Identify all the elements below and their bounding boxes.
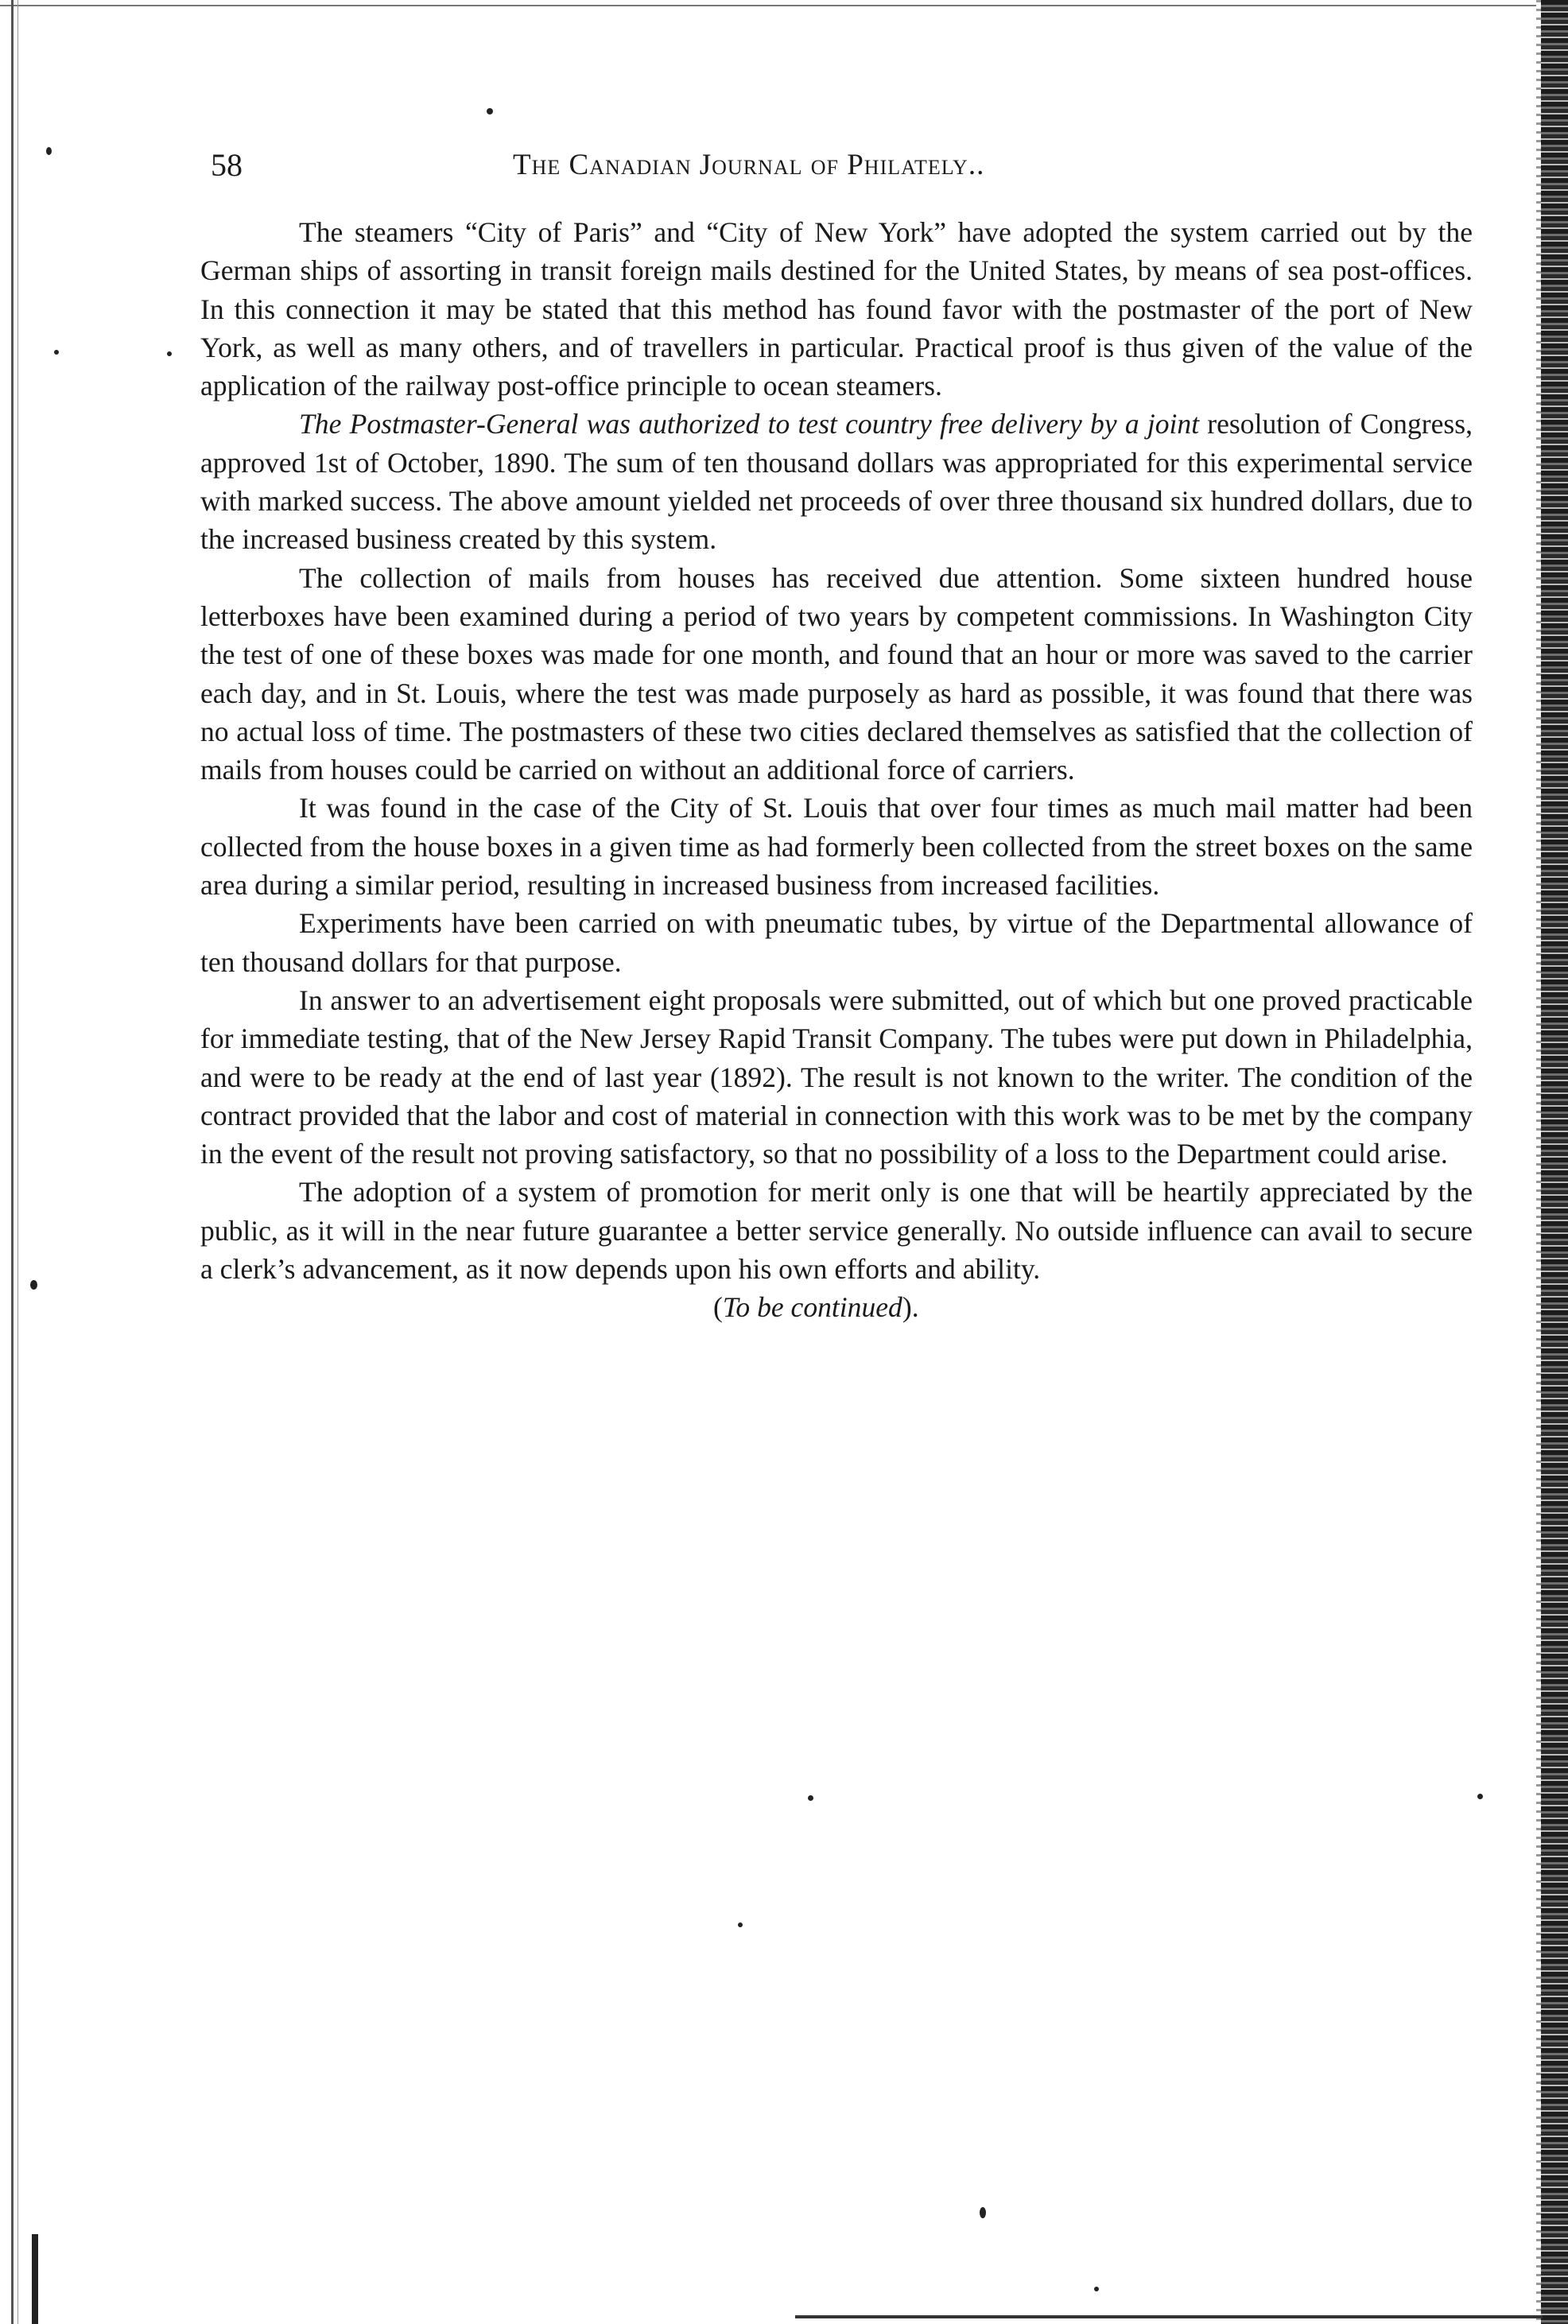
scan-speck — [167, 351, 172, 356]
closing-open: ( — [713, 1291, 723, 1324]
paragraph-text: In answer to an advertisement eight proposals were submitted, out of which but one proved practicable for immediate testing, that of the New Jersey Rapid Transit Company. The tubes were put down in Philadelphia, and were to be ready at the end of last year (1892). The result is not known to the writer. The condition of the contract provided that the labor and cost of material in connection with this work was to be met by the company in the event of the result not proving satisfactory, so that no possibility of a loss to the Department could arise. — [200, 984, 1473, 1170]
paragraph-italic-lead: The Postmaster-General was authorized to test country free delivery by a joint — [299, 408, 1200, 440]
scan-speck — [30, 1280, 37, 1290]
paragraph-proposals — [200, 981, 1473, 1173]
paragraph-text: resolution of Congress, approved 1st of October, 1890. The sum of ten thousand dollars was appropriated for this experimental service with marked success. The above amount yielded net proceeds of over three thousand six hundred dollars, due to the increased business created by this system. — [200, 408, 1473, 556]
scan-speck — [46, 147, 52, 155]
running-title: The Canadian Journal of Philately.. — [513, 149, 985, 181]
page-number: 58 — [211, 147, 243, 183]
closing-text: To be continued — [722, 1291, 902, 1324]
scan-speck — [1094, 2287, 1099, 2291]
paragraph-house-collection — [200, 559, 1473, 790]
right-binding-edge — [1541, 0, 1568, 2324]
paragraph-steamers — [200, 213, 1473, 405]
bottom-left-scan-mark — [32, 2234, 38, 2324]
top-scan-edge — [0, 5, 1568, 6]
paragraph-st-louis — [200, 789, 1473, 904]
paragraph-text: The steamers “City of Paris” and “City of New York” have adopted the system carried out by the German ships of assorting in transit foreign mails destined for the United States, by means of sea post-offices. In this connection it may be stated that this method has found favor with the postmaster of the port of New York, as well as many others, and of travellers in particular. Practical proof is thus given of the value of the application of the railway post-office principle to ocean steamers. — [200, 216, 1473, 402]
to-be-continued — [200, 1288, 1473, 1326]
closing-close: ). — [902, 1291, 919, 1324]
article-body — [200, 213, 1473, 1327]
scan-speck — [487, 108, 493, 114]
paragraph-text: It was found in the case of the City of St. Louis that over four times as much mail matter had been collected from the house boxes in a given time as had formerly been collected from the street boxes on the same area during a similar period, resulting in increased business from increased facilities. — [200, 792, 1473, 902]
scan-speck — [980, 2207, 986, 2218]
paragraph-promotion — [200, 1173, 1473, 1288]
paragraph-text: The adoption of a system of promotion for merit only is one that will be heartily appreciated by the public, as it will in the near future guarantee a better service generally. No outside influence can avail to secure a clerk’s advancement, as it now depends upon his own efforts and ability. — [200, 1176, 1473, 1286]
left-scan-edge — [11, 0, 14, 2324]
page-header — [211, 145, 1483, 192]
bottom-scan-edge — [795, 2315, 1543, 2318]
left-scan-edge-inner — [17, 0, 18, 2324]
scan-speck — [54, 350, 59, 355]
scan-speck — [808, 1795, 813, 1801]
scan-speck — [738, 1922, 743, 1927]
right-binding-edge-inner — [1536, 0, 1541, 2324]
paragraph-pneumatic-tubes — [200, 904, 1473, 981]
scan-speck — [1477, 1794, 1483, 1799]
paragraph-free-delivery — [200, 405, 1473, 558]
paragraph-text: Experiments have been carried on with pneumatic tubes, by virtue of the Departmental allowance of ten thousand dollars for that purpose. — [200, 907, 1473, 978]
paragraph-text: The collection of mails from houses has received due attention. Some sixteen hundred house letterboxes have been examined during a period of two years by competent commissions. In Washington City the test of one of these boxes was made for one month, and found that an hour or more was saved to the carrier each day, and in St. Louis, where the test was made purposely as hard as possible, it was found that there was no actual loss of time. The postmasters of these two cities declared themselves as satisfied that the collection of mails from houses could be carried on without an additional force of carriers. — [200, 561, 1473, 786]
